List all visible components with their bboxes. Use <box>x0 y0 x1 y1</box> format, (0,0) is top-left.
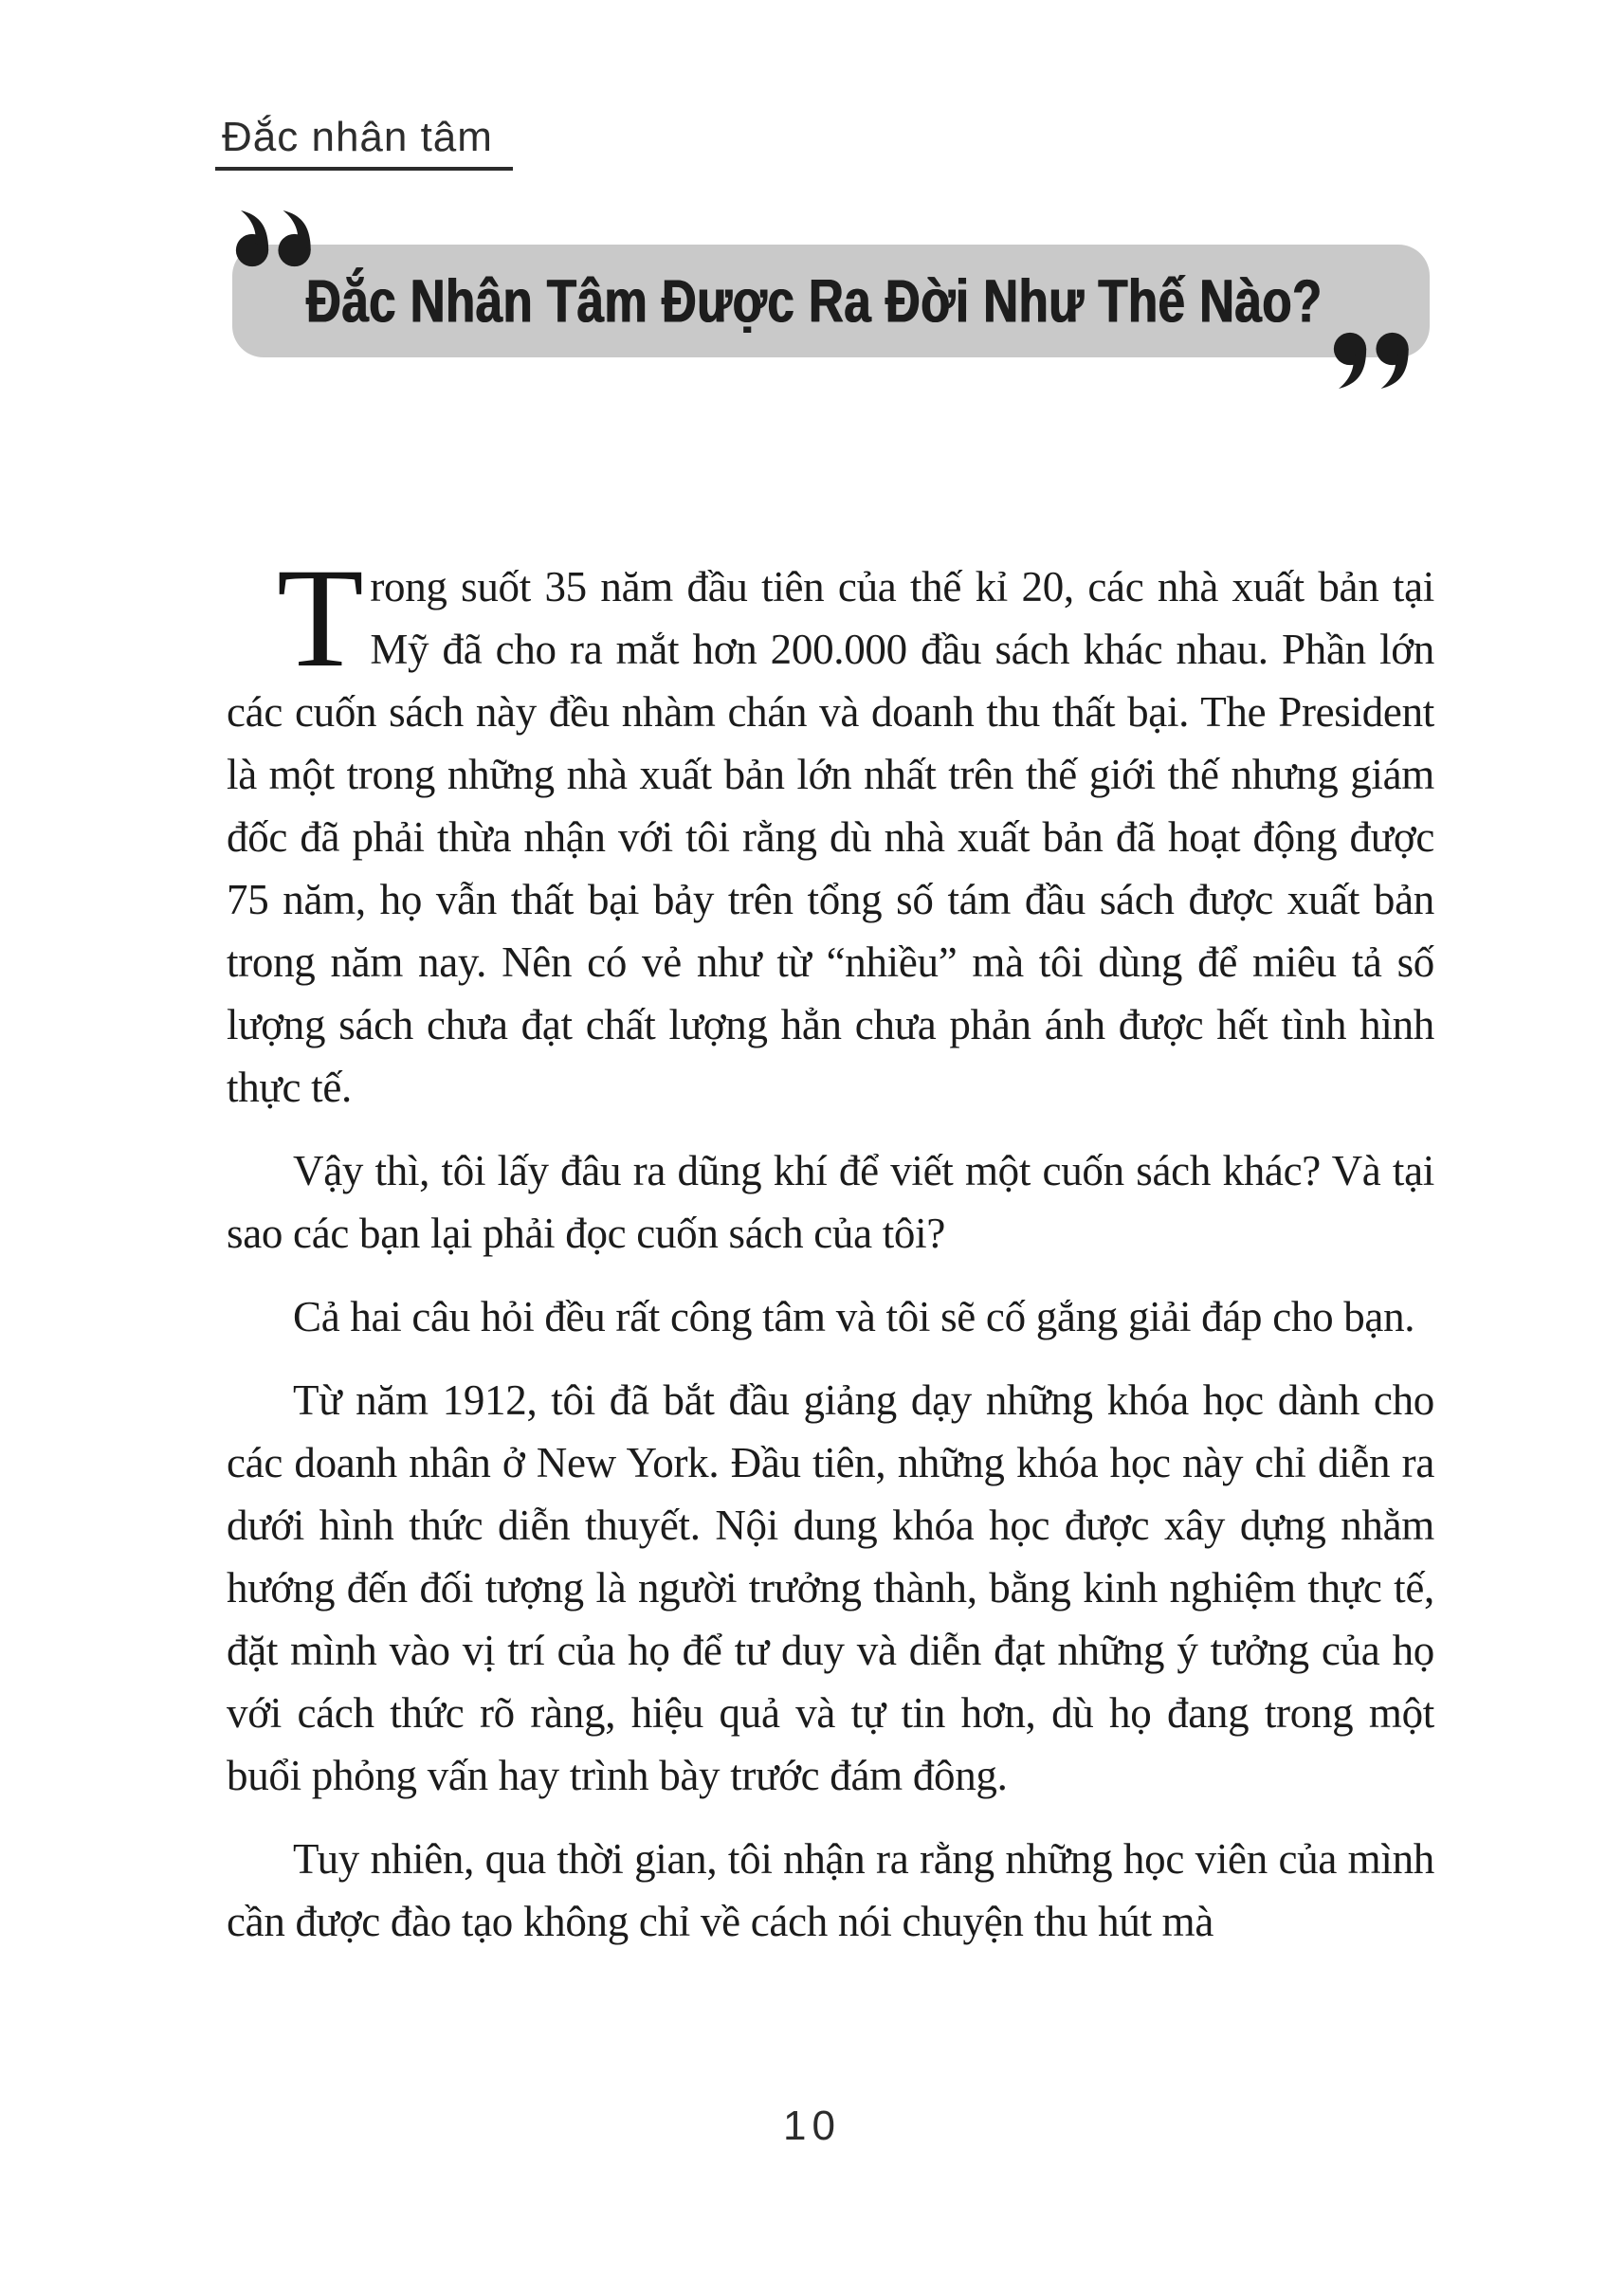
drop-cap: T <box>277 539 364 697</box>
chapter-title-banner <box>232 245 1430 357</box>
paragraph-1-text: rong suốt 35 năm đầu tiên của thế kỉ 20, các nhà xuất bản tại Mỹ đã cho ra mắt hơn 200.000 đầu sách khác nhau. Phần lớn các cuốn sách này đều nhàm chán và doanh thu thất bại. The President là một trong những nhà xuất bản lớn nhất trên thế giới thế nhưng giám đốc đã phải thừa nhận với tôi rằng dù nhà xuất bản đã hoạt động được 75 năm, họ vẫn thất bại bảy trên tổng số tám đầu sách được xuất bản trong năm nay. Nên có vẻ như từ “nhiều” mà tôi dùng để miêu tả số lượng sách chưa đạt chất lượng hẳn chưa phản ánh được hết tình hình thực tế. <box>227 563 1434 1111</box>
running-header: Đắc nhân tâm <box>222 114 493 160</box>
paragraph-2: Vậy thì, tôi lấy đâu ra dũng khí để viết một cuốn sách khác? Và tại sao các bạn lại phải đọc cuốn sách của tôi? <box>227 1147 1434 1257</box>
page-number: 10 <box>783 2103 841 2149</box>
paragraph-4: Từ năm 1912, tôi đã bắt đầu giảng dạy những khóa học dành cho các doanh nhân ở New York. Đầu tiên, những khóa học này chỉ diễn ra dưới hình thức diễn thuyết. Nội dung khóa học được xây dựng nhằm hướng đến đối tượng là người trưởng thành, bằng kinh nghiệm thực tế, đặt mình vào vị trí của họ để tư duy và diễn đạt những ý tưởng của họ với cách thức rõ ràng, hiệu quả và tự tin hơn, dù họ đang trong một buổi phỏng vấn hay trình bày trước đám đông. <box>227 1376 1434 1799</box>
chapter-title: Đắc Nhân Tâm Được Ra Đời Như Thế Nào? <box>306 266 1323 336</box>
header-underline <box>215 167 513 171</box>
paragraph-5: Tuy nhiên, qua thời gian, tôi nhận ra rằng những học viên của mình cần được đào tạo không chỉ về cách nói chuyện thu hút mà <box>227 1835 1434 1945</box>
paragraph-1 <box>227 539 1434 1119</box>
opening-double-quote-icon <box>235 210 315 272</box>
paragraph-3: Cả hai câu hỏi đều rất công tâm và tôi sẽ cố gắng giải đáp cho bạn. <box>293 1293 1415 1340</box>
closing-double-quote-icon <box>1333 332 1413 393</box>
body-text <box>227 539 1434 1974</box>
